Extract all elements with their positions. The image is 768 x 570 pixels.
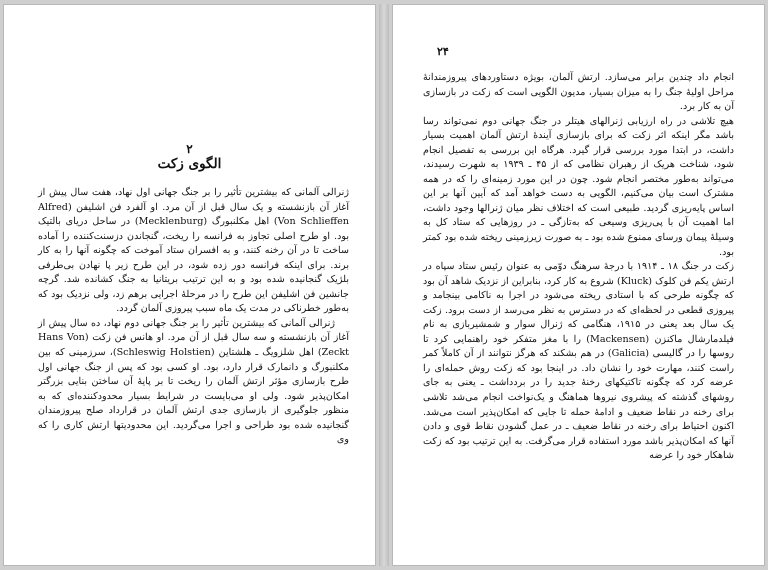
- paragraph: انجام داد چندین برابر می‌سازد. ارتش آلمان، بویژه دستاوردهای پیروزمندانهٔ مراحل اولیهٔ جنگ را به میزان بسیار، مدیون الگویی است که زکت در بازسازی آن به کار برد.: [423, 72, 734, 113]
- left-page-body: [38, 186, 349, 448]
- paragraph: ژنرالی آلمانی که بیشترین تأثیر را بر جنگ جهانی دوم نهاد، ده سال پیش از آغاز آن بازنشسته و سه سال قبل از آن مرد. او هانس فن زکت (Hans Von Zeckt) اهل شلزویگ ـ هلشتاین (Schleswig Holstien)، سرزمینی که بین مکلنبورگ و دانمارک قرار دارد، بود. او کسی بود که پس از جنگ جهانی اول طرح بازسازی مؤثر ارتش آلمان را ریخت تا بر پایهٔ آن ساختن بنایی بزرگتر امکان‌پذیر شود. ولی او می‌بایست در شرایط بسیار محدودکننده‌ای که به منظور جلوگیری از بازسازی جدی ارتش آلمان در قرارداد صلح پیروزمندان گنجانیده شده بود طراحی و اجرا می‌گردید. این محدودیتها ارتش کاری را که وی: [38, 317, 349, 446]
- paragraph: ژنرالی آلمانی که بیشترین تأثیر را بر جنگ جهانی اول نهاد، هفت سال پیش از آغاز آن بازنشسته و یک سال قبل از آن مرد. او آلفرد فن اشلیفن (Alfred Von Schlieffen) اهل مکلنبورگ (Mecklenburg) در ساحل دریای بالتیک بود. او طرح اصلی تجاوز به فرانسه را ریخت، گنجاندن دز‌سنت‌کننده را آماده ساخت تا در آن رخنه کنند، و به افسران ستاد آموخت که چگونه آنها را به کار برند. برای اینکه فرانسه دور زده شود، در این طرح زیر پا نهادن بی‌طرفی بلژیک گنجانیده شده بود و به این ترتیب بریتانیا به جنگ کشانده شد. گرچه جانشین فن اشلیفن این طرح را در مرحلهٔ اجرایی برهم زد، ولی نزدیک بود که به‌طور خطرناکی در مدت یک ماه سبب پیروزی آلمان گردد.: [38, 187, 349, 315]
- book-gutter: [379, 4, 389, 566]
- right-page: [392, 4, 765, 566]
- paragraph: هیچ تلاشی در راه ارزیابی ژنرالهای هیتلر در جنگ جهانی دوم نمی‌تواند رسا باشد مگر اینکه اثر زکت که برای بازسازی آیندهٔ ارتش آلمان اهمیت بسیار داشت، در ابتدا مورد بررسی قرار گیرد. هرگاه این بررسی به تفصیل انجام شود، شناخت هریک از رهبران نظامی که از ۴۵ ـ ۱۹۳۹ به شهرت رسیدند، می‌تواند به‌طور مختصر انجام شود. چون در این مورد زمینه‌ای را که در همه مشترک است بیان می‌کنیم، الگویی به دست خواهد آمد که آیین آنها بر این اساس پایه‌ریزی گردید. طبیعی است که اختلاف نظر میان ژنرالها وجود داشت، اما اهمیت آن با پی‌ریزی وسیعی که به‌تازگی ـ در روزهایی که ستاد کل به وسیلهٔ پیمان ورسای ممنوع شده بود ـ به صورت زیرزمینی ریخته شده بود کمتر بود.: [423, 115, 734, 258]
- chapter-title: الگوی زکت: [157, 156, 222, 172]
- chapter-number: ۲: [186, 142, 193, 156]
- left-page: [3, 4, 376, 566]
- page-number: ۲۴: [437, 45, 449, 58]
- paragraph: زکت در جنگ ۱۸ ـ ۱۹۱۴ با درجهٔ سرهنگ دوّمی به عنوان رئیس ستاد سپاه در ارتش یکم فن کلوک (Kluck) شروع به کار کرد، بنابراین از نزدیک شاهد آن بود که چگونه طرحی که با استادی ریخته می‌شود در اجرا به ناکامی بینجامد و پیروزی قطعی در لحظه‌ای که در دسترس به نظر می‌رسد از دست برود. زکت یک سال بعد یعنی در ۱۹۱۵، هنگامی که ژنرال سوار و شمشیربازی به نام فیلدمارشال ماکنزن (Mackensen) را با مغز متفکر خود راهنمایی کرد تا روسها را در گالیسی (Galicia) در هم بشکند که هرگز نتوانند از آن کاملاً کمر راست کنند، مهارت خود را نشان داد. در اینجا بود که زکت روش حمله‌ای را عرضه کرد که چگونه تاکتیکهای رخنهٔ جدید را در بردداشت ـ یعنی به جای روشهای گذشته که پیشروی نیروها هماهنگ و یک‌نواخت انجام می‌شد تلاشی برای رخنه در نقاط ضعیف و ادامهٔ حمله تا جایی که امکان‌پذیر است می‌شد. اکنون احتیاط برای رخنه در نقاط ضعیف ـ در عمل گشودن نقاط قوی و دادن آنها که امکان‌پذیر باشد مورد استفاده قرار می‌گرفت. به این ترتیب بود که زکت شاهکار خود را عرضه: [423, 261, 734, 462]
- right-page-body: [423, 71, 734, 464]
